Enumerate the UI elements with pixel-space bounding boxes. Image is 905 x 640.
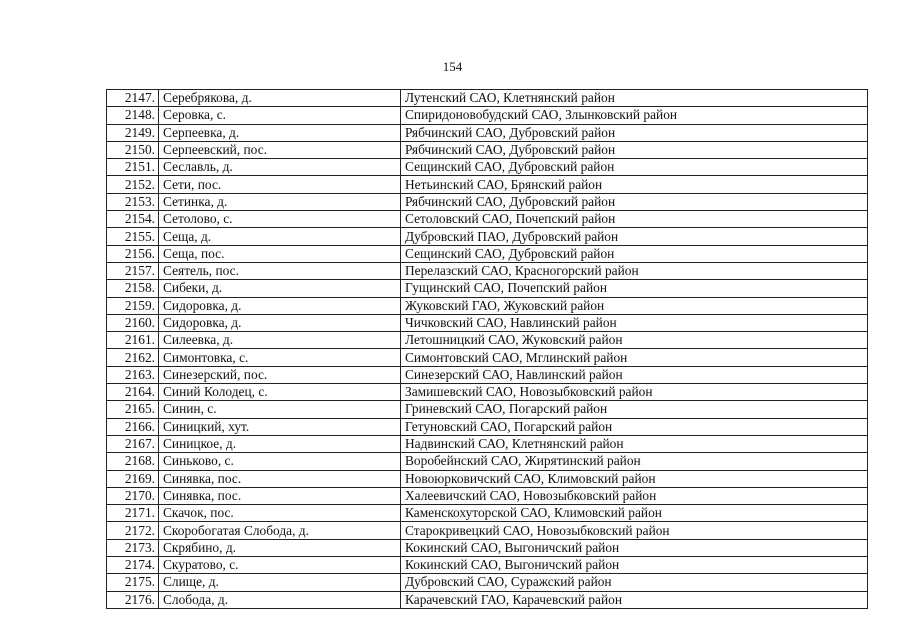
row-number-cell: 2160.: [107, 314, 159, 331]
row-number-cell: 2168.: [107, 453, 159, 470]
table-row: [107, 401, 868, 418]
table-row: [107, 332, 868, 349]
row-number-cell: 2166.: [107, 418, 159, 435]
row-number-cell: 2147.: [107, 90, 159, 107]
administration-cell: Рябчинский САО, Дубровский район: [401, 124, 868, 141]
settlement-name-cell: Сетинка, д.: [159, 193, 401, 210]
administration-cell: Дубровский ПАО, Дубровский район: [401, 228, 868, 245]
settlement-name-cell: Серпеевка, д.: [159, 124, 401, 141]
administration-cell: Синезерский САО, Навлинский район: [401, 366, 868, 383]
administration-cell: Рябчинский САО, Дубровский район: [401, 193, 868, 210]
administration-cell: Жуковский ГАО, Жуковский район: [401, 297, 868, 314]
settlement-name-cell: Сеятель, пос.: [159, 262, 401, 279]
table-row: [107, 539, 868, 556]
table-row: [107, 366, 868, 383]
administration-cell: Халеевичский САО, Новозыбковский район: [401, 487, 868, 504]
row-number-cell: 2171.: [107, 505, 159, 522]
table-row: [107, 90, 868, 107]
row-number-cell: 2165.: [107, 401, 159, 418]
row-number-cell: 2161.: [107, 332, 159, 349]
table-row: [107, 574, 868, 591]
administration-cell: Старокривецкий САО, Новозыбковский район: [401, 522, 868, 539]
row-number-cell: 2167.: [107, 435, 159, 452]
table-row: [107, 141, 868, 158]
settlement-name-cell: Слище, д.: [159, 574, 401, 591]
table-row: [107, 228, 868, 245]
table-row: [107, 384, 868, 401]
row-number-cell: 2163.: [107, 366, 159, 383]
administration-cell: Воробейнский САО, Жирятинский район: [401, 453, 868, 470]
administration-cell: Летошницкий САО, Жуковский район: [401, 332, 868, 349]
table-row: [107, 505, 868, 522]
administration-cell: Рябчинский САО, Дубровский район: [401, 141, 868, 158]
table-row: [107, 418, 868, 435]
table-row: [107, 314, 868, 331]
table-row: [107, 107, 868, 124]
table-row: [107, 591, 868, 608]
settlement-name-cell: Сети, пос.: [159, 176, 401, 193]
table-row: [107, 487, 868, 504]
administration-cell: Карачевский ГАО, Карачевский район: [401, 591, 868, 608]
administration-cell: Нетьинский САО, Брянский район: [401, 176, 868, 193]
table-row: [107, 124, 868, 141]
table-row: [107, 245, 868, 262]
table-row: [107, 557, 868, 574]
table-row: [107, 435, 868, 452]
administration-cell: Новоюрковичский САО, Климовский район: [401, 470, 868, 487]
administration-cell: Гетуновский САО, Погарский район: [401, 418, 868, 435]
settlement-name-cell: Сеща, д.: [159, 228, 401, 245]
row-number-cell: 2159.: [107, 297, 159, 314]
administration-cell: Гриневский САО, Погарский район: [401, 401, 868, 418]
table-row: [107, 176, 868, 193]
settlement-name-cell: Сетолово, с.: [159, 211, 401, 228]
row-number-cell: 2157.: [107, 262, 159, 279]
administration-cell: Каменскохуторской САО, Климовский район: [401, 505, 868, 522]
settlement-name-cell: Серебрякова, д.: [159, 90, 401, 107]
administration-cell: Сетоловский САО, Почепский район: [401, 211, 868, 228]
row-number-cell: 2170.: [107, 487, 159, 504]
administration-cell: Сещинский САО, Дубровский район: [401, 159, 868, 176]
administration-cell: Сещинский САО, Дубровский район: [401, 245, 868, 262]
row-number-cell: 2153.: [107, 193, 159, 210]
settlement-name-cell: Скоробогатая Слобода, д.: [159, 522, 401, 539]
settlement-name-cell: Скуратово, с.: [159, 557, 401, 574]
settlement-name-cell: Серпеевский, пос.: [159, 141, 401, 158]
settlement-name-cell: Сибеки, д.: [159, 280, 401, 297]
administration-cell: Лутенский САО, Клетнянский район: [401, 90, 868, 107]
table-row: [107, 280, 868, 297]
settlement-name-cell: Синин, с.: [159, 401, 401, 418]
settlement-name-cell: Синицкий, хут.: [159, 418, 401, 435]
page-number: 154: [442, 59, 463, 74]
administration-cell: Спиридоновобудский САО, Злынковский район: [401, 107, 868, 124]
row-number-cell: 2155.: [107, 228, 159, 245]
row-number-cell: 2174.: [107, 557, 159, 574]
settlement-name-cell: Силеевка, д.: [159, 332, 401, 349]
row-number-cell: 2152.: [107, 176, 159, 193]
row-number-cell: 2148.: [107, 107, 159, 124]
settlement-name-cell: Скрябино, д.: [159, 539, 401, 556]
administration-cell: Чичковский САО, Навлинский район: [401, 314, 868, 331]
settlement-name-cell: Сидоровка, д.: [159, 297, 401, 314]
row-number-cell: 2173.: [107, 539, 159, 556]
settlement-name-cell: Сеща, пос.: [159, 245, 401, 262]
settlements-table: [106, 89, 868, 609]
administration-cell: Замишевский САО, Новозыбковский район: [401, 384, 868, 401]
table-row: [107, 262, 868, 279]
settlement-name-cell: Сеславль, д.: [159, 159, 401, 176]
row-number-cell: 2158.: [107, 280, 159, 297]
settlement-name-cell: Синявка, пос.: [159, 470, 401, 487]
administration-cell: Надвинский САО, Клетнянский район: [401, 435, 868, 452]
row-number-cell: 2151.: [107, 159, 159, 176]
table-row: [107, 297, 868, 314]
settlement-name-cell: Слобода, д.: [159, 591, 401, 608]
row-number-cell: 2175.: [107, 574, 159, 591]
administration-cell: Дубровский САО, Суражский район: [401, 574, 868, 591]
row-number-cell: 2156.: [107, 245, 159, 262]
row-number-cell: 2149.: [107, 124, 159, 141]
table-row: [107, 470, 868, 487]
table-row: [107, 159, 868, 176]
table-row: [107, 349, 868, 366]
table-row: [107, 453, 868, 470]
administration-cell: Перелазский САО, Красногорский район: [401, 262, 868, 279]
settlement-name-cell: Синий Колодец, с.: [159, 384, 401, 401]
row-number-cell: 2154.: [107, 211, 159, 228]
table-row: [107, 211, 868, 228]
row-number-cell: 2172.: [107, 522, 159, 539]
settlement-name-cell: Синявка, пос.: [159, 487, 401, 504]
row-number-cell: 2164.: [107, 384, 159, 401]
administration-cell: Кокинский САО, Выгоничский район: [401, 539, 868, 556]
row-number-cell: 2176.: [107, 591, 159, 608]
table-row: [107, 193, 868, 210]
table-row: [107, 522, 868, 539]
settlements-table-body: [107, 90, 868, 609]
settlement-name-cell: Синьково, с.: [159, 453, 401, 470]
settlement-name-cell: Серовка, с.: [159, 107, 401, 124]
row-number-cell: 2169.: [107, 470, 159, 487]
settlement-name-cell: Сидоровка, д.: [159, 314, 401, 331]
administration-cell: Гущинский САО, Почепский район: [401, 280, 868, 297]
settlement-name-cell: Скачок, пос.: [159, 505, 401, 522]
row-number-cell: 2162.: [107, 349, 159, 366]
row-number-cell: 2150.: [107, 141, 159, 158]
settlement-name-cell: Синицкое, д.: [159, 435, 401, 452]
settlement-name-cell: Синезерский, пос.: [159, 366, 401, 383]
administration-cell: Симонтовский САО, Мглинский район: [401, 349, 868, 366]
settlement-name-cell: Симонтовка, с.: [159, 349, 401, 366]
administration-cell: Кокинский САО, Выгоничский район: [401, 557, 868, 574]
